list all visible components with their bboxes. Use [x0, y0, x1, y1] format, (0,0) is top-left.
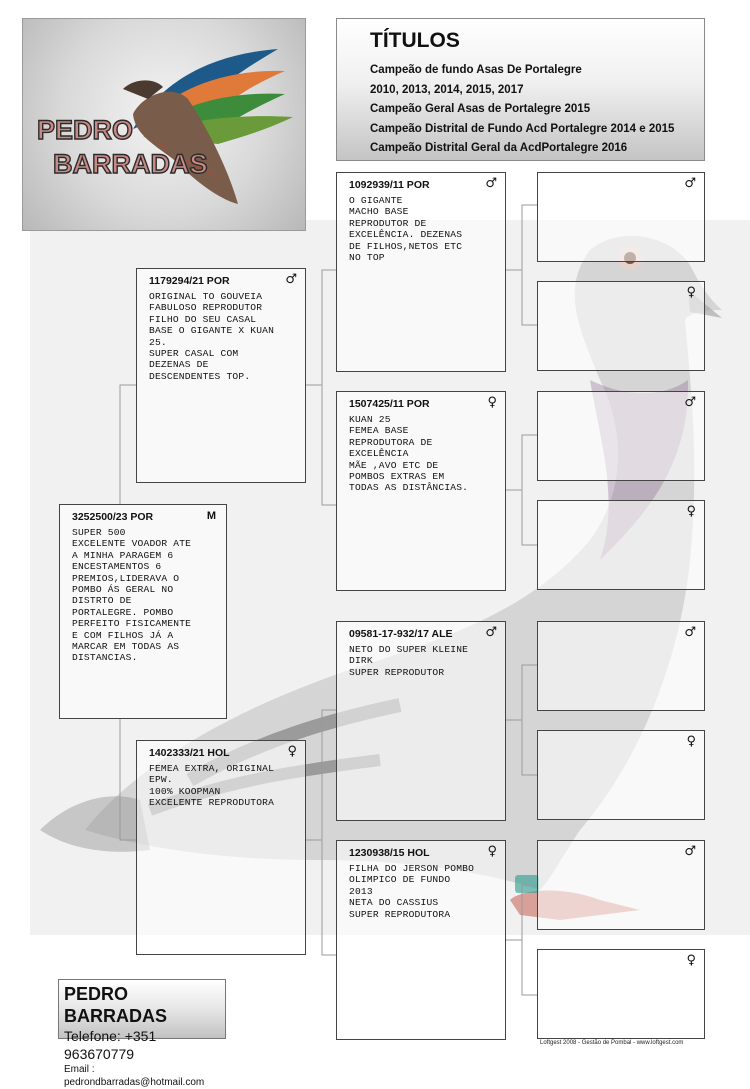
- card-description: O GIGANTE MACHO BASE REPRODUTOR DE EXCELÊNCIA. DEZENAS DE FILHOS,NETOS ETC NO TOP: [349, 195, 463, 264]
- contact-email: Email : pedrondbarradas@hotmail.com: [64, 1064, 205, 1088]
- male-symbol-icon: ♂: [485, 625, 497, 640]
- pedigree-card-sire: [136, 268, 306, 483]
- pedigree-card-gen4: [537, 949, 705, 1039]
- pedigree-card-sire-sire: [336, 172, 506, 372]
- female-symbol-icon: ♀: [686, 504, 696, 519]
- male-symbol-icon: ♂: [485, 176, 497, 191]
- title-line: Campeão Distrital de Fundo Acd Portalegre 2014 e 2015: [370, 122, 675, 135]
- male-symbol-icon: ♂: [684, 844, 696, 859]
- title-line: Campeão de fundo Asas De Portalegre: [370, 64, 582, 76]
- pedigree-card-gen4: [537, 621, 705, 711]
- female-symbol-icon: ♀: [686, 734, 696, 749]
- ring-number: 1507425/11 POR: [349, 398, 430, 410]
- male-symbol-icon: ♂: [684, 176, 696, 191]
- male-symbol-icon: ♂: [684, 395, 696, 410]
- female-symbol-icon: ♀: [487, 844, 497, 859]
- female-symbol-icon: ♀: [487, 395, 497, 410]
- card-description: ORIGINAL TO GOUVEIA FABULOSO REPRODUTOR FILHO DO SEU CASAL BASE O GIGANTE X KUAN 25. SUPER CASAL COM DEZENAS DE DESCENDENTES TOP.: [149, 291, 275, 382]
- pedigree-card-gen4: [537, 281, 705, 371]
- title-line: Campeão Distrital Geral da AcdPortalegre 2016: [370, 142, 628, 154]
- pedigree-card-dam-dam: [336, 840, 506, 1040]
- ring-number: 1402333/21 HOL: [149, 747, 230, 759]
- contact-card: [58, 979, 226, 1088]
- male-symbol-icon: ♂: [285, 272, 297, 287]
- contact-phone: Telefone: +351 963670779: [64, 1028, 157, 1062]
- title-line: Campeão Geral Asas de Portalegre 2015: [370, 103, 591, 115]
- pedigree-card-subject: [59, 504, 227, 719]
- pedigree-card-dam: [136, 740, 306, 955]
- pedigree-card-gen4: [537, 500, 705, 590]
- female-symbol-icon: ♀: [686, 285, 696, 300]
- dove-logo-icon: [23, 19, 306, 231]
- pedigree-card-sire-dam: [336, 391, 506, 591]
- logo-text-pedro: PEDRO: [37, 115, 134, 145]
- pedigree-card-dam-sire: [336, 621, 506, 821]
- ring-number: 1230938/15 HOL: [349, 847, 430, 859]
- pedigree-card-gen4: [537, 730, 705, 820]
- sex-label: M: [206, 510, 216, 522]
- contact-name: PEDRO BARRADAS: [64, 984, 167, 1026]
- logo-text-barradas: BARRADAS: [53, 149, 208, 179]
- card-description: FEMEA EXTRA, ORIGINAL EPW. 100% KOOPMAN EXCELENTE REPRODUTORA: [149, 763, 275, 809]
- footer-credit: Loftgest 2008 - Gestão de Pombal - www.loftgest.com: [540, 1040, 684, 1046]
- card-description: KUAN 25 FEMEA BASE REPRODUTORA DE EXCELÊNCIA MÃE ,AVO ETC DE POMBOS EXTRAS EM TODAS AS DISTÂNCIAS.: [349, 414, 469, 494]
- pedigree-card-gen4: [537, 840, 705, 930]
- ring-number: 09581-17-932/17 ALE: [349, 628, 453, 640]
- pedigree-card-gen4: [537, 172, 705, 262]
- breeder-logo: [22, 18, 306, 231]
- female-symbol-icon: ♀: [287, 744, 297, 759]
- pedigree-card-gen4: [537, 391, 705, 481]
- titles-heading: TÍTULOS: [370, 29, 460, 52]
- card-description: NETO DO SUPER KLEINE DIRK SUPER REPRODUTOR: [349, 644, 469, 678]
- title-line: 2010, 2013, 2014, 2015, 2017: [370, 83, 524, 96]
- titles-panel: [336, 18, 705, 161]
- ring-number: 1179294/21 POR: [149, 275, 230, 287]
- card-description: SUPER 500 EXCELENTE VOADOR ATE A MINHA PARAGEM 6 ENCESTAMENTOS 6 PREMIOS,LIDERAVA O POMBO ÁS GERAL NO DISTRTO DE PORTALEGRE. POMBO PERFEITO FISICAMENTE E COM FILHOS JÁ A MARCAR EM TODAS AS DISTANCIAS.: [72, 527, 192, 664]
- female-symbol-icon: ♀: [686, 953, 696, 968]
- ring-number: 1092939/11 POR: [349, 179, 430, 191]
- ring-number: 3252500/23 POR: [72, 511, 154, 523]
- male-symbol-icon: ♂: [684, 625, 696, 640]
- card-description: FILHA DO JERSON POMBO OLIMPICO DE FUNDO 2013 NETA DO CASSIUS SUPER REPRODUTORA: [349, 863, 475, 920]
